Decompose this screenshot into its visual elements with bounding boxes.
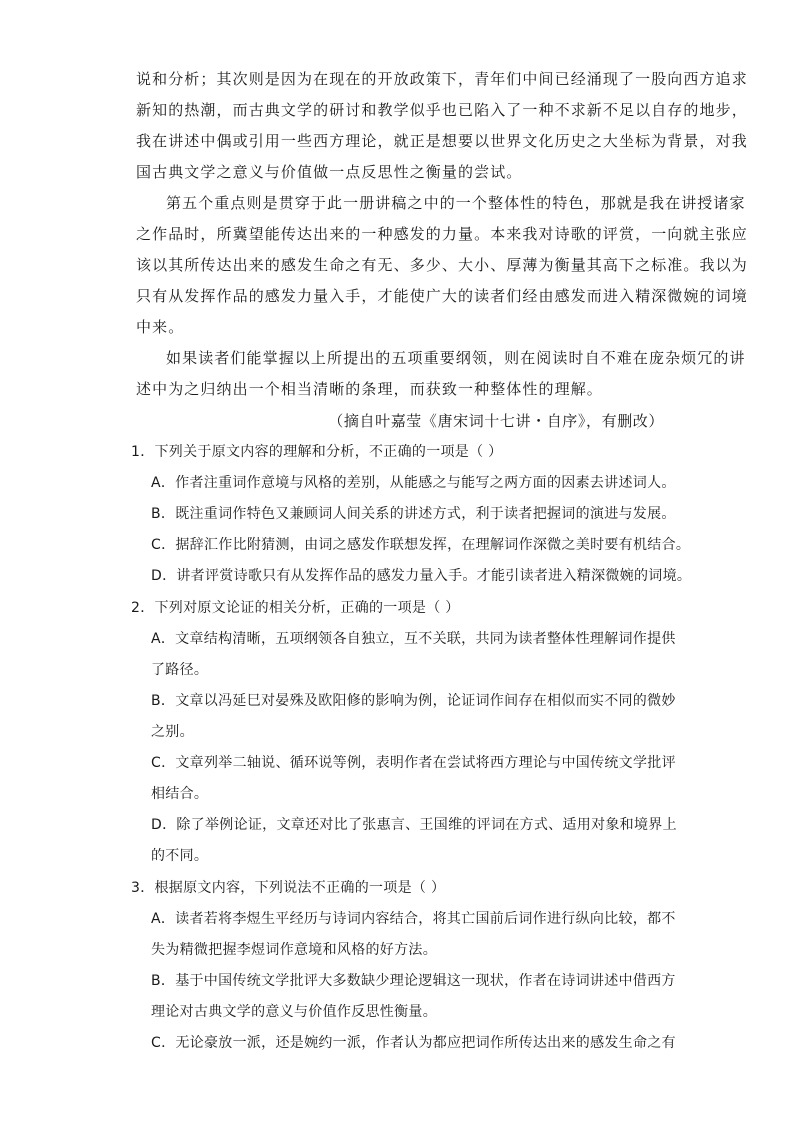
- answer-option[interactable]: [131, 686, 676, 748]
- passage-source: （摘自叶嘉莹《唐宋词十七讲・自序》，有删改）: [328, 412, 664, 430]
- answer-option-text: C．据辞汇作比附猜测，由词之感发作联想发挥，在理解词作深微之美时要有机结合。: [151, 537, 691, 553]
- answer-option-text: 失为精微把握李煜词作意境和风格的好方法。: [151, 942, 437, 958]
- answer-option-text: 相结合。: [151, 786, 209, 802]
- answer-option[interactable]: [131, 1028, 676, 1059]
- answer-option[interactable]: [131, 904, 676, 966]
- answer-option[interactable]: [131, 810, 677, 872]
- passage-line: 说和分析；其次则是因为在现在的开放政策下，青年们中间已经涌现了一股向西方追求: [136, 70, 748, 88]
- answer-option-text: 理论对古典文学的意义与价值作反思性衡量。: [151, 1004, 437, 1020]
- answer-option-text: A．文章结构清晰，五项纲领各自独立，互不关联，共同为读者整体性理解词作提供: [151, 631, 676, 647]
- answer-option-text: 的不同。: [151, 848, 209, 864]
- question-stem: 3．根据原文内容，下列说法不正确的一项是（ ）: [131, 880, 446, 896]
- answer-option[interactable]: [131, 966, 676, 1028]
- answer-option-text: C．文章列举二轴说、循环说等例，表明作者在尝试将西方理论与中国传统文学批评: [151, 755, 676, 771]
- question-1: [131, 436, 692, 592]
- passage-line: 我在讲述中偶或引用一些西方理论，就正是想要以世界文化历史之大坐标为背景，对我: [136, 132, 748, 150]
- passage-line: 如果读者们能掌握以上所提出的五项重要纲领，则在阅读时自不难在庞杂烦冗的讲: [166, 349, 746, 367]
- answer-option-text: D．除了举例论证，文章还对比了张惠言、王国维的评词在方式、适用对象和境界上: [151, 817, 677, 833]
- question-3: [131, 872, 676, 1059]
- answer-option-text: 了路径。: [151, 662, 209, 678]
- question-list: [131, 436, 692, 1059]
- answer-option[interactable]: [131, 624, 676, 686]
- answer-option-text: A．读者若将李煜生平经历与诗词内容结合，将其亡国前后词作进行纵向比较，都不: [151, 911, 676, 927]
- passage-line: 该以其所传达出来的感发生命之有无、多少、大小、厚薄为衡量其高下之标准。我以为: [136, 256, 748, 274]
- answer-option-text: B．基于中国传统文学批评大多数缺少理论逻辑这一现状，作者在诗词讲述中借西方: [151, 973, 676, 989]
- passage-line: 中来。: [136, 318, 185, 336]
- passage-line: 新知的热潮，而古典文学的研讨和教学似乎也已陷入了一种不求新不足以自存的地步，: [136, 101, 748, 119]
- passage-line: 只有从发挥作品的感发力量入手，才能使广大的读者们经由感发而进入精深微婉的词境: [136, 287, 748, 305]
- question-stem: 1．下列关于原文内容的理解和分析，不正确的一项是（ ）: [131, 444, 503, 460]
- answer-option[interactable]: [131, 499, 676, 530]
- passage-line: 之作品时，所冀望能传达出来的一种感发的力量。本来我对诗歌的评赏，一向就主张应: [136, 225, 748, 243]
- answer-option-text: B．既注重词作特色又兼顾词人间关系的讲述方式，利于读者把握词的演进与发展。: [151, 506, 676, 522]
- reading-passage: [136, 64, 748, 438]
- answer-option[interactable]: [131, 561, 692, 592]
- passage-line: 国古典文学之意义与价值做一点反思性之衡量的尝试。: [136, 163, 523, 181]
- answer-option[interactable]: [131, 530, 691, 561]
- passage-line: 第五个重点则是贯穿于此一册讲稿之中的一个整体性的特色，那就是我在讲授诸家: [166, 194, 746, 212]
- answer-option[interactable]: [131, 468, 676, 499]
- answer-option[interactable]: [131, 748, 676, 810]
- answer-option-text: A．作者注重词作意境与风格的差别，从能感之与能写之两方面的因素去讲述词人。: [151, 475, 676, 491]
- question-2: [131, 592, 677, 872]
- answer-option-text: D．讲者评赏诗歌只有从发挥作品的感发力量入手。才能引读者进入精深微婉的词境。: [151, 568, 692, 584]
- passage-line: 述中为之归纳出一个相当清晰的条理，而获致一种整体性的理解。: [136, 380, 603, 398]
- answer-option-text: 之别。: [151, 724, 194, 740]
- question-stem: 2．下列对原文论证的相关分析，正确的一项是（ ）: [131, 600, 460, 616]
- answer-option-text: B．文章以冯延巳对晏殊及欧阳修的影响为例，论证词作间存在相似而实不同的微妙: [151, 693, 676, 709]
- answer-option-text: C．无论豪放一派，还是婉约一派，作者认为都应把词作所传达出来的感发生命之有: [151, 1035, 676, 1051]
